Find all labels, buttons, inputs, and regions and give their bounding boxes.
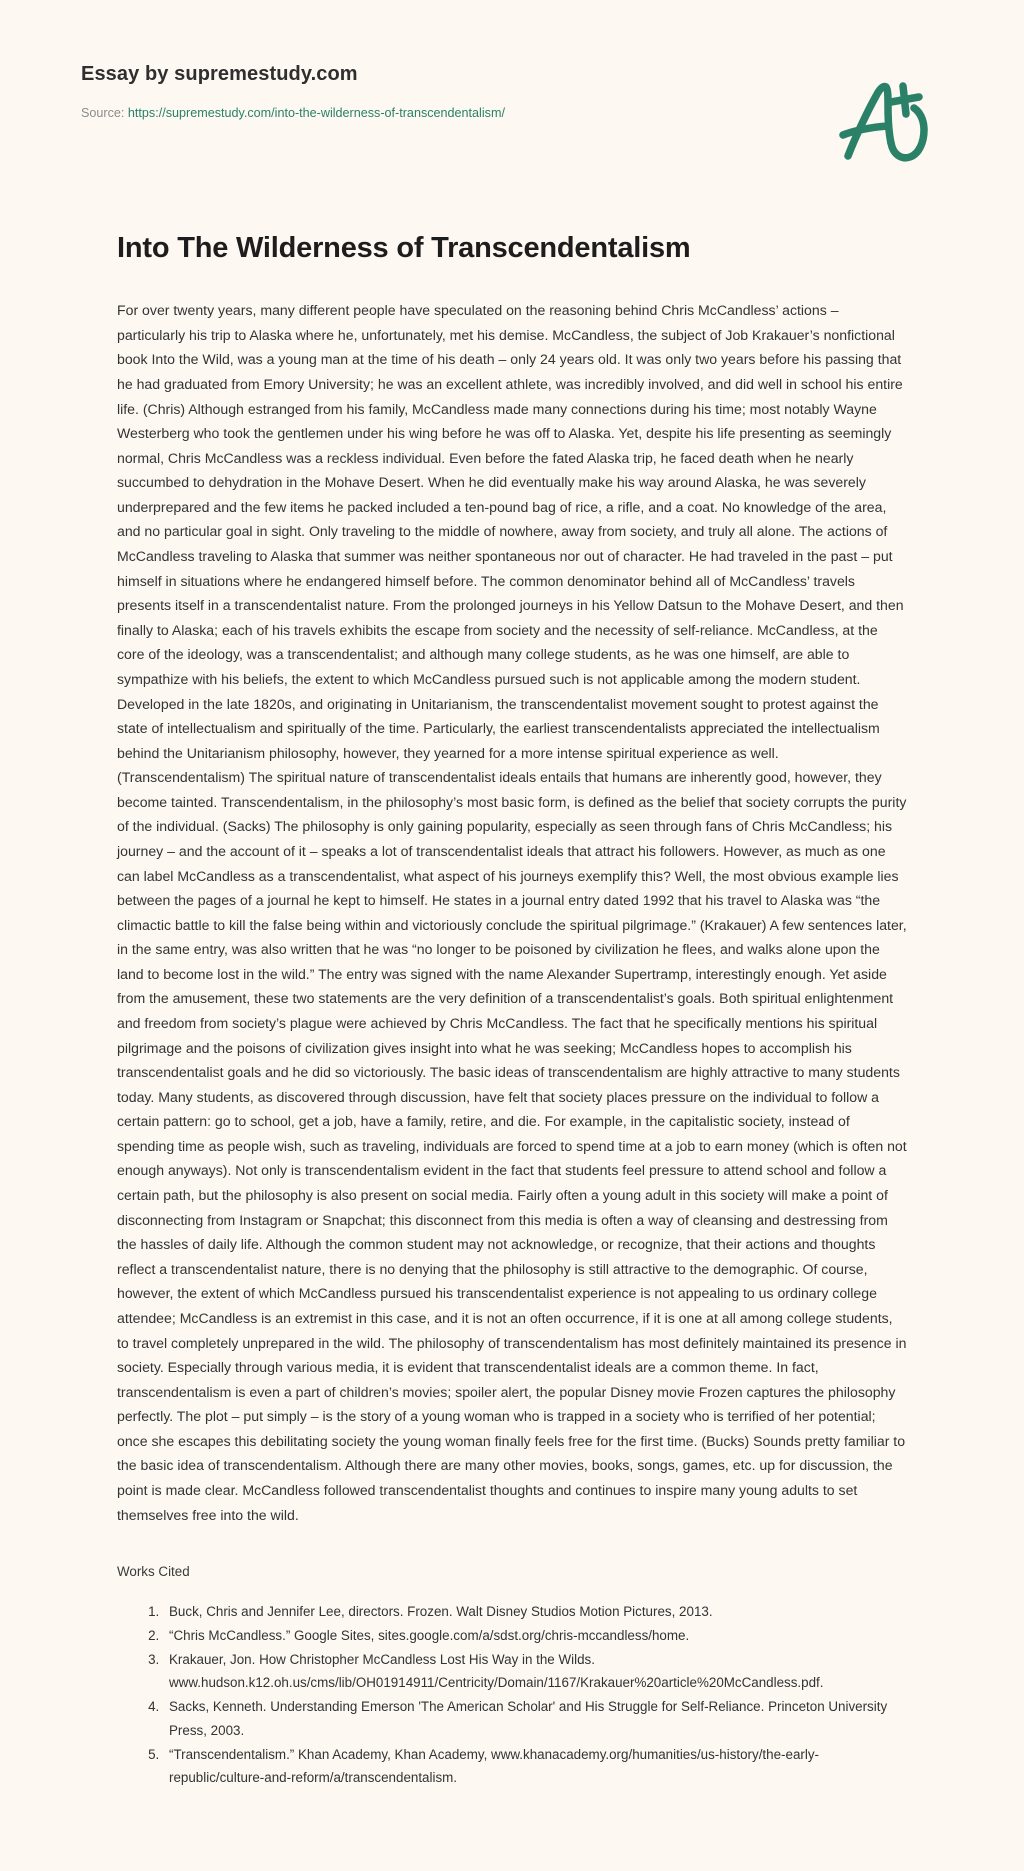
works-cited-heading: Works Cited: [117, 1564, 190, 1580]
list-item: 2. “Chris McCandless.” Google Sites, sites.google.com/a/sdst.org/chris-mccandless/home.: [163, 1624, 907, 1647]
source-line: [81, 105, 943, 121]
page-header: [0, 0, 1024, 172]
list-item: 3. Krakauer, Jon. How Christopher McCandless Lost His Way in the Wilds. www.hudson.k12.oh.us/cms/lib/OH01914911/Centricity/Domain/1167/Krakauer%20article%20McCandless.pdf.: [163, 1648, 907, 1694]
list-item: 1. Buck, Chris and Jennifer Lee, directors. Frozen. Walt Disney Studios Motion Pictures, 2013.: [163, 1600, 907, 1623]
header-inner: [81, 62, 943, 172]
essay-body: For over twenty years, many different people have speculated on the reasoning behind Chris McCandless’ actions – particularly his trip to Alaska where he, unfortunately, met his demise. McCandless, the subject of Job Krakauer’s nonfictional book Into the Wild, was a young man at the time of his death – only 24 years old. It was only two years before his passing that he had graduated from Emory University; he was an excellent athlete, was incredibly involved, and did well in school his entire life. (Chris) Although estranged from his family, McCandless made many connections during his time; most notably Wayne Westerberg who took the gentlemen under his wing before he was off to Alaska. Yet, despite his life presenting as seemingly normal, Chris McCandless was a reckless individual. Even before the fated Alaska trip, he faced death when he nearly succumbed to dehydration in the Mohave Desert. When he did eventually make his way around Alaska, he was severely underprepared and the few items he packed included a ten-pound bag of rice, a rifle, and a coat. No knowledge of the area, and no particular goal in sight. Only traveling to the middle of nowhere, away from society, and truly all alone. The actions of McCandless traveling to Alaska that summer was neither spontaneous nor out of character. He had traveled in the past – put himself in situations where he endangered himself before. The common denominator behind all of McCandless’ travels presents itself in a transcendentalist nature. From the prolonged journeys in his Yellow Datsun to the Mohave Desert, and then finally to Alaska; each of his travels exhibits the escape from society and the necessity of self-reliance. McCandless, at the core of the ideology, was a transcendentalist; and although many college students, as he was one himself, are able to sympathize with his beliefs, the extent to which McCandless pursued such is not applicable among the modern student. Developed in the late 1820s, and originating in Unitarianism, the transcendentalist movement sought to protest against the state of intellectualism and spiritually of the time. Particularly, the earliest transcendentalists appreciated the intellectualism behind the Unitarianism philosophy, however, they yearned for a more intense spiritual experience as well. (Transcendentalism) The spiritual nature of transcendentalist ideals entails that humans are inherently good, however, they become tainted. Transcendentalism, in the philosophy’s most basic form, is defined as the belief that society corrupts the purity of the individual. (Sacks) The philosophy is only gaining popularity, especially as seen through fans of Chris McCandless; his journey – and the account of it – speaks a lot of transcendentalist ideals that attract his followers. However, as much as one can label McCandless as a transcendentalist, what aspect of his journeys exemplify this? Well, the most obvious example lies between the pages of a journal he kept to himself. He states in a journal entry dated 1992 that his travel to Alaska was “the climactic battle to kill the false being within and victoriously conclude the spiritual pilgrimage.” (Krakauer) A few sentences later, in the same entry, was also written that he was “no longer to be poisoned by civilization he flees, and walks alone upon the land to become lost in the wild.” The entry was signed with the name Alexander Supertramp, interestingly enough. Yet aside from the amusement, these two statements are the very definition of a transcendentalist’s goals. Both spiritual enlightenment and freedom from society’s plague were achieved by Chris McCandless. The fact that he specifically mentions his spiritual pilgrimage and the poisons of civilization gives insight into what he was seeking; McCandless hopes to accomplish his transcendentalist goals and he did so victoriously. The basic ideas of transcendentalism are highly attractive to many students today. Many students, as discovered through discussion, have felt that society places pressure on the individual to follow a certain pattern: go to school, get a job, have a family, retire, and die. For example, in the capitalistic society, instead of spending time as people wish, such as traveling, individuals are forced to spend time at a job to earn money (which is often not enough anyways). Not only is transcendentalism evident in the fact that students feel pressure to attend school and follow a certain path, but the philosophy is also present on social media. Fairly often a young adult in this society will make a point of disconnecting from Instagram or Snapchat; this disconnect from this media is often a way of cleansing and destressing from the hassles of daily life. Although the common student may not acknowledge, or recognize, that their actions and thoughts reflect a transcendentalist nature, there is no denying that the philosophy is still attractive to the demographic. Of course, however, the extent of which McCandless pursued his transcendentalist experience is not appealing to us ordinary college attendee; McCandless is an extremist in this case, and it is not an often occurrence, if it is one at all among college students, to travel completely unprepared in the wild. The philosophy of transcendentalism has most definitely maintained its presence in society. Especially through various media, it is evident that transcendentalist ideals are a common theme. In fact, transcendentalism is even a part of children’s movies; spoiler alert, the popular Disney movie Frozen captures the philosophy perfectly. The plot – put simply – is the story of a young woman who is trapped in a society who is terrified of her potential; once she escapes this debilitating society the young woman finally feels free for the first time. (Bucks) Sounds pretty familiar to the basic idea of transcendentalism. Although there are many other movies, books, songs, games, etc. up for discussion, the point is made clear. McCandless followed transcendentalist thoughts and continues to inspire many young adults to set themselves free into the wild.: [117, 302, 907, 1523]
source-label: Source:: [81, 106, 125, 120]
byline: Essay by supremestudy.com: [81, 63, 358, 85]
a-plus-logo-icon: [831, 64, 941, 174]
list-item: 5. “Transcendentalism.” Khan Academy, Khan Academy, www.khanacademy.org/humanities/us-history/the-early-republic/culture-and-reform/a/transcendentalism.: [163, 1743, 907, 1789]
list-item: 4. Sacks, Kenneth. Understanding Emerson 'The American Scholar' and His Struggle for Self-Reliance. Princeton University Press, 2003.: [163, 1695, 907, 1741]
page-title: Into The Wilderness of Transcendentalism: [117, 232, 691, 264]
works-cited-list: [117, 1600, 907, 1790]
source-url-link[interactable]: https://supremestudy.com/into-the-wilderness-of-transcendentalism/: [127, 106, 505, 120]
article: [117, 172, 907, 1789]
